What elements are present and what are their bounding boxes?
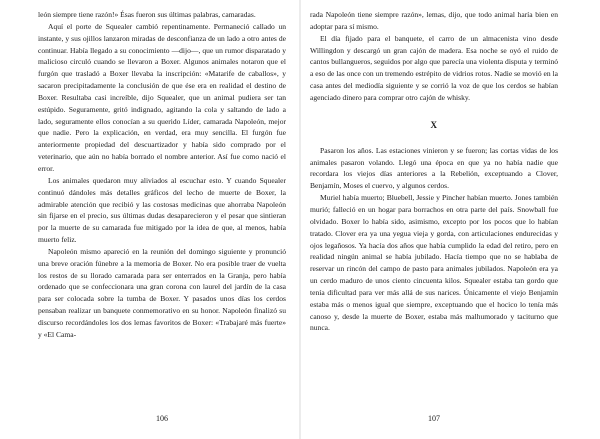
paragraph: rada Napoleón tiene siempre razón», lemas, dijo, que todo animal haría bien en adoptar para sí mismo. — [310, 10, 558, 31]
paragraph: Pasaron los años. Las estaciones vinieron y se fueron; las cortas vidas de los animales pasaron volando. Llegó una época en que ya no había nadie que recordara los viejos días anteriores a la Rebelión, exceptuando a Clover, Benjamín, Moses el cuervo, y algunos cerdos. — [310, 145, 558, 191]
paragraph: Muriel había muerto; Bluebell, Jessie y Pincher habían muerto. Jones también murió; falleció en un hogar para borrachos en otra parte del país. Snowball fue olvidado. Boxer lo había sido, asimismo, excepto por los pocos que lo habían tratado. Clover era ya una yegua vieja y gorda, con articulaciones endurecidas y ojos legañosos. Ya hacía dos años que había cumplido la edad del retiro, pero en realidad ningún animal se había jubilado. Hacía tiempo que no se hablaba de reservar un rincón del campo de pasto para animales jubilados. Napoleón era ya un cerdo maduro de unos ciento cincuenta kilos. Squealer estaba tan gordo que tenía dificultad para ver más allá de sus narices. Únicamente el viejo Benjamín estaba más o menos igual que siempre, exceptuando que el hocico lo tenía más canoso y, desde la muerte de Boxer, estaba más malhumorado y taciturno que nunca. — [310, 193, 558, 333]
chapter-heading: X — [430, 119, 438, 130]
paragraph: león siempre tiene razón!» Ésas fueron sus últimas palabras, camaradas. — [38, 10, 256, 19]
right-page-text — [310, 9, 558, 334]
right-page — [300, 0, 600, 439]
paragraph: Los animales quedaron muy aliviados al escuchar esto. Y cuando Squealer continuó dándoles más detalles gráficos del lecho de muerte de Boxer, la admirable atención que recibió y las costosas medicinas que ahorraba Napoleón sin fijarse en el precio, sus últimas dudas desaparecieron y el pesar que sintieran por la muerte de su camarada fue mitigado por la idea de que, al menos, había muerto feliz. — [38, 175, 286, 245]
gutter-shadow — [299, 0, 301, 439]
paragraph: El día fijado para el banquete, el carro de un almacenista vino desde Willingdon y descargó un gran cajón de madera. Esa noche se oyó el ruido de cantos bullangueros, seguidos por algo que parecía una violenta disputa y terminó a eso de las once con un tremendo estrépito de vidrios rotos. Nadie se movió en la casa antes del mediodía siguiente y se corrió la voz de que los cerdos se habían agenciado dinero para comprar otro cajón de whisky. — [310, 33, 558, 102]
page-number: 107 — [428, 414, 440, 423]
paragraph: Napoleón mismo apareció en la reunión del domingo siguiente y pronunció una breve oración fúnebre a la memoria de Boxer. No era posible traer de vuelta los restos de su llorado camarada para ser enterrados en la Granja, pero había ordenado que se confeccionara una gran corona con laurel del jardín de la casa para ser colocada sobre la tumba de Boxer. Y pasados unos días los cerdos pensaban realizar un banquete conmemorativo en su honor. Napoleón finalizó su discurso recordándoles los dos lemas favoritos de Boxer: «Trabajaré más fuerte» y «El Cama- — [38, 246, 286, 339]
paragraph: Aquí el porte de Squealer cambió repentinamente. Permaneció callado un instante, y sus ojillos lanzaron miradas de desconfianza de un lado a otro antes de continuar. Había llegado a su conocimiento —dijo—, que un rumor disparatado y malicioso circuló cuando se llevaron a Boxer. Algunos animales notaron que el furgón que trasladó a Boxer llevaba la inscripción: «Matarife de caballos», y sacaron precipitadamente la conclusión de que ése era en realidad el destino de Boxer. Resultaba casi increíble, dijo Squealer, que un animal pudiera ser tan estúpido. Seguramente, gritó indignado, agitando la cola y saltando de lado a lado, seguramente ellos conocían a su querido Líder, camarada Napoleón, mejor que nadie. Pero la explicación, en verdad, era muy sencilla. El furgón fue anteriormente propiedad del descuartizador y había sido comprado por el veterinario, que aún no había borrado el nombre anterior. Así fue como nació el error. — [38, 21, 286, 173]
page-number: 106 — [156, 414, 168, 423]
left-page-text — [38, 9, 286, 341]
